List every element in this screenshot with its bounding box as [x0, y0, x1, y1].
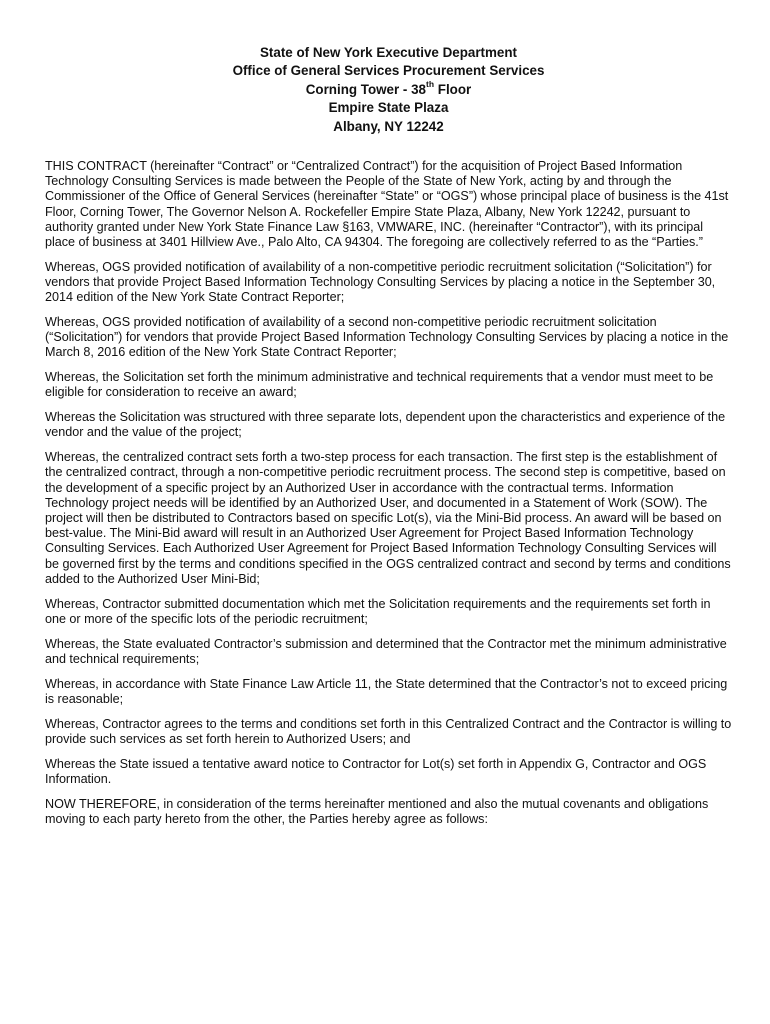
document-header	[45, 44, 732, 136]
paragraph-whereas-agreement: Whereas, Contractor agrees to the terms and conditions set forth in this Centralized Contract and the Contractor is willing to provide such services as set forth herein to Authorized Users; and	[45, 716, 732, 746]
paragraph-whereas-notification-2014: Whereas, OGS provided notification of availability of a non-competitive periodic recruitment solicitation (“Solicitation”) for vendors that provide Project Based Information Technology Consulting Services by placing a notice in the September 30, 2014 edition of the New York State Contract Reporter;	[45, 259, 716, 305]
paragraph-whereas-evaluation: Whereas, the State evaluated Contractor’s submission and determined that the Contractor met the minimum administrative and technical requirements;	[45, 636, 727, 666]
paragraph-now-therefore: NOW THEREFORE, in consideration of the terms hereinafter mentioned and also the mutual covenants and obligations moving to each party hereto from the other, the Parties hereby agree as follows:	[45, 796, 709, 826]
header-department: State of New York Executive Department	[260, 45, 517, 60]
header-building-prefix: Corning Tower - 38	[305, 81, 427, 97]
paragraph-whereas-notification-2016: Whereas, OGS provided notification of availability of a second non-competitive periodic recruitment solicitation (“Solicitation”) for vendors that provide Project Based Information Technology Consulting Services by placing a notice in the March 8, 2016 edition of the New York State Contract Reporter;	[45, 315, 729, 360]
paragraph-whereas-pricing: Whereas, in accordance with State Finance Law Article 11, the State determined that the Contractor’s not to exceed pricing is reasonable;	[45, 676, 728, 706]
header-building-superscript: th	[426, 79, 435, 90]
paragraph-whereas-two-step-process: Whereas, the centralized contract sets forth a two-step process for each transaction. The first step is the establishment of the centralized contract, through a non-competitive periodic recruitment process. The second step is competitive, based on the development of a specific project by an Authorized User in accordance with the contractual terms. Information Technology project needs will be identified by an Authorized User, and documented in a Statement of Work (SOW). The project will then be distributed to Contractors based on specific Lot(s), via the Mini-Bid process. An award will be based on best-value. The Mini-Bid award will result in an Authorized User Agreement for Project Based Information Technology Consulting Services. Each Authorized User Agreement for Project Based Information Technology Consulting Services will be governed first by the terms and conditions specified in the OGS centralized contract and second by terms and conditions added to the Authorized User Mini-Bid;	[45, 450, 731, 586]
paragraph-whereas-requirements: Whereas, the Solicitation set forth the minimum administrative and technical requirements that a vendor must meet to be eligible for consideration to receive an award;	[45, 370, 714, 400]
header-office: Office of General Services Procurement Services	[232, 63, 545, 79]
paragraph-whereas-award-notice: Whereas the State issued a tentative award notice to Contractor for Lot(s) set forth in Appendix G, Contractor and OGS Information.	[45, 756, 707, 786]
paragraph-whereas-documentation: Whereas, Contractor submitted documentation which met the Solicitation requirements and the requirements set forth in one or more of the specific lots of the periodic recruitment;	[45, 596, 711, 626]
header-building-suffix: Floor	[434, 81, 472, 97]
paragraph-contract-intro: THIS CONTRACT (hereinafter “Contract” or “Centralized Contract”) for the acquisition of Project Based Information Technology Consulting Services is made between the People of the State of New York, acting by and through the Commissioner of the Office of General Services (hereinafter “State” or “OGS”) whose principal place of business is the 41st Floor, Corning Tower, The Governor Nelson A. Rockefeller Empire State Plaza, Albany, New York 12242, pursuant to authority granted under New York State Finance Law §163, VMWARE, INC. (hereinafter “Contractor”), with its principal place of business at 3401 Hillview Ave., Palo Alto, CA 94304. The foregoing are collectively referred to as the “Parties.”	[45, 159, 729, 250]
header-plaza: Empire State Plaza	[328, 100, 449, 116]
document-body	[45, 159, 732, 827]
header-city: Albany, NY 12242	[333, 118, 444, 134]
paragraph-whereas-lots: Whereas the Solicitation was structured with three separate lots, dependent upon the characteristics and experience of the vendor and the value of the project;	[45, 410, 726, 440]
header-building	[45, 81, 732, 99]
